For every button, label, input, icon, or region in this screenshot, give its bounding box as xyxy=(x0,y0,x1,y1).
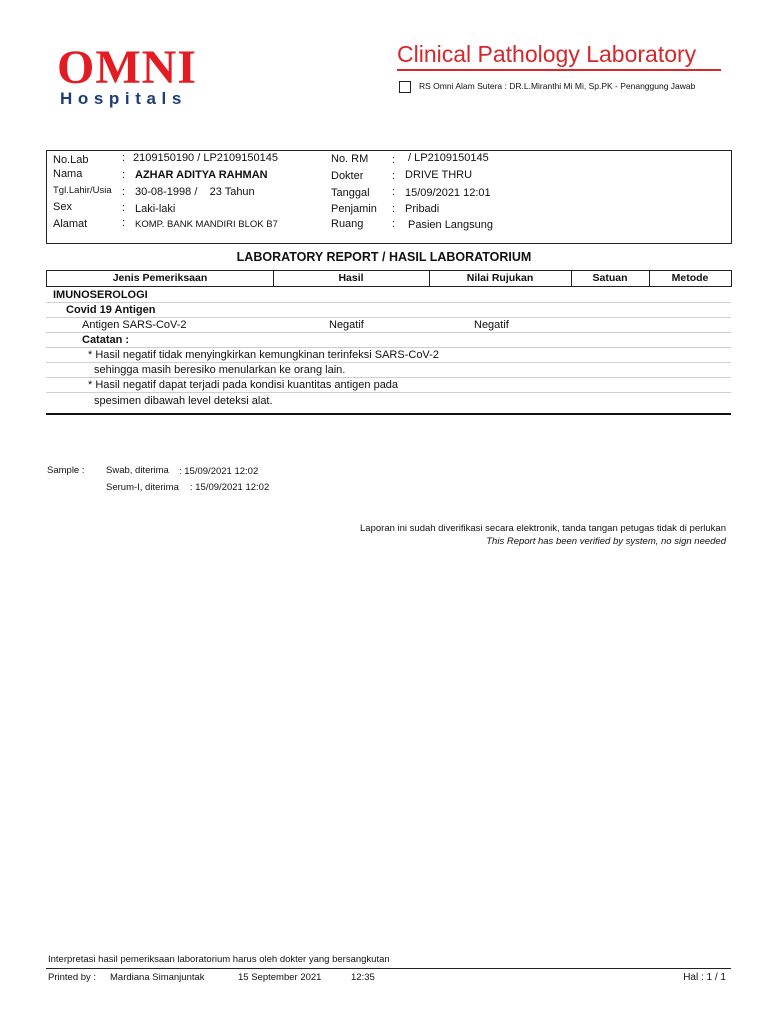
footer-rule xyxy=(46,968,731,969)
col-rujukan: Nilai Rujukan xyxy=(466,272,534,284)
alamat-value: KOMP. BANK MANDIRI BLOK B7 xyxy=(135,219,278,230)
sex-label: Sex xyxy=(53,201,72,213)
norm-label: No. RM xyxy=(331,153,369,165)
colon: : xyxy=(392,154,396,166)
colon: : xyxy=(122,217,126,229)
page-number: Hal : 1 / 1 xyxy=(683,972,726,983)
dokter-label: Dokter xyxy=(331,170,364,182)
nama-label: Nama xyxy=(53,168,83,180)
norm-value: / LP2109150145 xyxy=(408,152,489,164)
col-metode: Metode xyxy=(671,272,709,284)
colon: : xyxy=(392,170,396,182)
note-line: spesimen dibawah level deteksi alat. xyxy=(94,395,273,407)
alamat-label: Alamat xyxy=(53,218,88,230)
sample-label: Sample : xyxy=(47,465,85,476)
colon: : xyxy=(122,169,126,181)
tanggal-label: Tanggal xyxy=(331,187,370,199)
note-line: * Hasil negatif dapat terjadi pada kondisi kuantitas antigen pada xyxy=(88,379,399,391)
title-underline xyxy=(397,69,721,71)
section-label: IMUNOSEROLOGI xyxy=(53,289,148,301)
nolab-label: No.Lab xyxy=(53,154,89,166)
table-bottom-rule xyxy=(46,413,731,415)
checkbox-icon xyxy=(399,81,411,93)
catatan-label: Catatan : xyxy=(82,334,130,346)
nama-value: AZHAR ADITYA RAHMAN xyxy=(135,169,268,181)
penjamin-value: Pribadi xyxy=(405,203,440,215)
group-label: Covid 19 Antigen xyxy=(66,304,156,316)
verification-note: Laporan ini sudah diverifikasi secara elektronik, tanda tangan petugas tidak di perlukan xyxy=(360,523,726,534)
colon: : xyxy=(122,152,126,164)
tgl-label: Tgl.Lahir/Usia xyxy=(53,185,112,196)
printed-by-name: Mardiana Simanjuntak xyxy=(110,972,205,983)
ruang-label: Ruang xyxy=(331,218,364,230)
sample-item-name: Swab, diterima xyxy=(106,465,169,476)
verification-note-en: This Report has been verified by system, no sign needed xyxy=(486,536,726,547)
sample-item-time: : 15/09/2021 12:02 xyxy=(179,466,259,477)
sex-value: Laki-laki xyxy=(135,203,176,215)
hospital-info: RS Omni Alam Sutera : DR.L.Miranthi Mi Mi, Sp.PK - Penanggung Jawab xyxy=(419,81,696,91)
col-jenis: Jenis Pemeriksaan xyxy=(112,272,208,284)
tgl-value: 30-08-1998 / 23 Tahun xyxy=(135,186,255,198)
print-time: 12:35 xyxy=(351,972,375,983)
dokter-value: DRIVE THRU xyxy=(405,169,473,181)
penjamin-label: Penjamin xyxy=(331,203,377,215)
omni-logo-text: OMNI xyxy=(57,41,197,94)
printed-by-label: Printed by : xyxy=(48,972,97,983)
test-name: Antigen SARS-CoV-2 xyxy=(82,319,187,331)
interpretation-note: Interpretasi hasil pemeriksaan laboratorium harus oleh dokter yang bersangkutan xyxy=(48,954,390,965)
results-table-header xyxy=(46,270,732,287)
test-reference: Negatif xyxy=(474,319,509,331)
col-hasil: Hasil xyxy=(338,272,364,284)
sample-item-time: : 15/09/2021 12:02 xyxy=(190,482,270,493)
ruang-value: Pasien Langsung xyxy=(408,219,494,231)
colon: : xyxy=(392,203,396,215)
colon: : xyxy=(122,202,126,214)
print-date: 15 September 2021 xyxy=(238,972,322,983)
colon: : xyxy=(122,186,126,198)
row-divider xyxy=(46,332,731,333)
tanggal-value: 15/09/2021 12:01 xyxy=(405,187,491,199)
note-line: * Hasil negatif tidak menyingkirkan kemungkinan terinfeksi SARS-CoV-2 xyxy=(88,349,439,361)
report-title: LABORATORY REPORT / HASIL LABORATORIUM xyxy=(236,250,532,264)
row-divider xyxy=(46,392,731,393)
hospitals-logo-text: Hospitals xyxy=(60,89,187,108)
lab-title: Clinical Pathology Laboratory xyxy=(397,41,697,67)
test-result: Negatif xyxy=(329,319,364,331)
nolab-value: 2109150190 / LP2109150145 xyxy=(133,152,278,164)
note-line: sehingga masih beresiko menularkan ke orang lain. xyxy=(94,364,346,376)
col-satuan: Satuan xyxy=(592,272,628,284)
colon: : xyxy=(392,186,396,198)
sample-item-name: Serum-I, diterima xyxy=(106,482,179,493)
colon: : xyxy=(392,218,396,230)
